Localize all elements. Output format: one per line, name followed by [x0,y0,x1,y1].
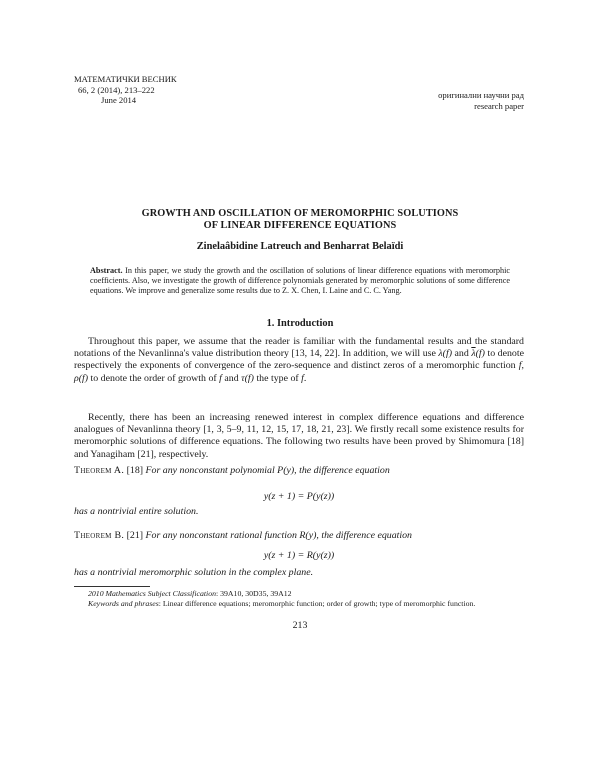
equation-b [74,550,524,561]
theorem-a-statement: For any nonconstant polynomial P(y), the difference equation [145,465,390,476]
theorem-a-conclusion [74,506,524,518]
keywords-value: : Linear difference equations; meromorphic function; order of growth; type of meromorphic function. [158,598,476,608]
abstract [90,266,510,297]
paper-title [60,208,540,231]
theorem-a-ref: [18] [124,465,146,476]
math-f: f [301,372,304,384]
theorem-a [74,465,524,477]
title-line-1: GROWTH AND OSCILLATION OF MEROMORPHIC SOLUTIONS [141,208,459,219]
authors: Zinelaâbidine Latreuch and Benharrat Belaïdi [196,241,404,252]
msc-value: : 39A10, 30D35, 39A12 [216,589,292,598]
math-lambda: λ(f) [438,348,452,360]
intro-paragraph-2: Recently, there has been an increasing renewed interest in complex difference equations and difference analogues of Nevanlinna theory [1, 3, 5–9, 11, 12, 15, 17, 18, 21, 23]. We firstly recall some existence results for meromorphic solutions of difference equations. The following two results have been proved by Shimomura [18] and Yanagiham [21], respectively. [74,412,524,460]
math-tau: τ(f) [241,372,254,384]
math-f: f [219,372,222,384]
text-run: the type of [253,372,302,384]
volume-pages: 66, 2 (2014), 213–222 [78,84,155,95]
abstract-label: Abstract. [90,266,123,275]
text-run: to denote the order of growth of [88,372,220,384]
msc-label: 2010 Mathematics Subject Classification [88,589,216,598]
title-line-2: OF LINEAR DIFFERENCE EQUATIONS [203,219,397,231]
text-run: , [521,360,524,372]
math-rho: ρ(f) [74,372,89,384]
theorem-a-conclusion-text: has a nontrivial entire solution. [74,506,199,517]
footnotes [74,589,524,608]
section-heading: 1. Introduction [266,318,334,329]
footnote-keywords [74,599,524,609]
issue-date: June 2014 [101,95,137,105]
paper-type-serbian: оригинални научни рад [438,90,524,100]
footnote-msc [74,589,524,599]
paper-type-english: research paper [474,100,524,111]
equation-b-text: y(z + 1) = R(y(z)) [263,550,335,561]
theorem-b-ref: [21] [124,530,146,541]
theorem-b [74,530,524,542]
text-run: . [303,372,307,384]
math-f: f [518,360,522,372]
intro-paragraph-1 [74,336,524,385]
theorem-b-statement: For any nonconstant rational function R(y), the difference equation [145,530,412,541]
theorem-b-conclusion [74,567,524,579]
abstract-text: In this paper, we study the growth and the oscillation of solutions of linear difference equations with meromorphic coefficients. Also, we investigate the growth of difference polynomials generated by meromorphic solutions of some difference equations. We improve and generalize some results due to Z. X. Chen, I. Laine and C. C. Yang. [90,266,510,296]
equation-a [74,491,524,502]
keywords-label: Keywords and phrases [88,598,159,608]
math-lambda-bar: $\overline{\lambda}$ [471,348,476,360]
math-lambda-bar-arg: (f) [475,348,485,360]
theorem-b-conclusion-text: has a nontrivial meromorphic solution in the complex plane. [74,567,314,578]
text-run: to denote respectively the exponents of convergence of the zero-sequence and distinct zeros of a meromorphic function [74,348,524,372]
equation-a-text: y(z + 1) = P(y(z)) [263,491,335,502]
text-run: and [452,348,472,360]
footnote-rule [74,586,150,587]
text-run: and [221,372,242,384]
theorem-b-label: Theorem B. [74,530,125,541]
journal-header [74,74,214,106]
paper-type [364,90,524,111]
theorem-a-label: Theorem A. [74,465,125,476]
text-run: Throughout this paper, we assume that the reader is familiar with the fundamental results and the standard notations of the Nevanlinna's value distribution theory [13, 14, 22]. In addition, we will use [74,336,524,360]
journal-name: МАТЕМАТИЧКИ ВЕСНИК [74,74,177,84]
page-number: 213 [292,620,308,631]
